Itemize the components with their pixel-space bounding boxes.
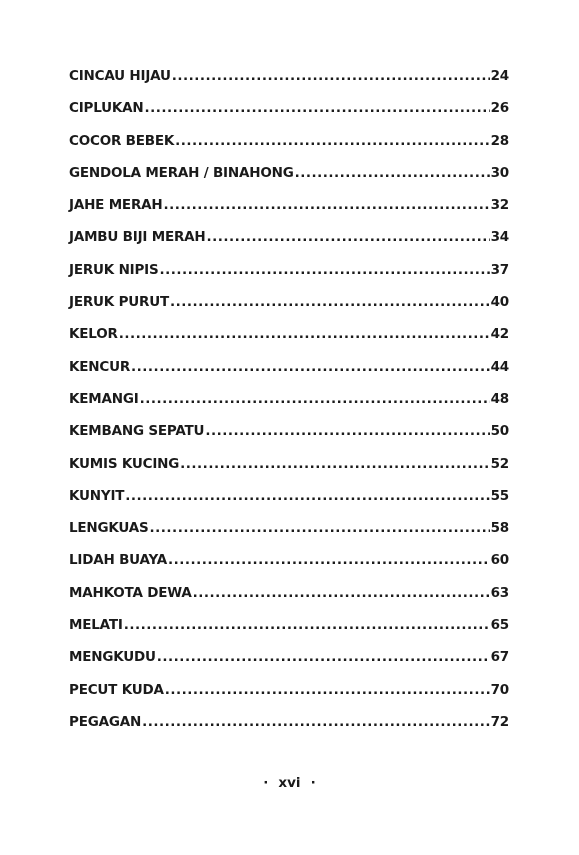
toc-entry-title: KEMBANG SEPATU (69, 423, 205, 440)
toc-entry-title: JERUK PURUT (69, 294, 169, 311)
toc-entry (69, 391, 509, 423)
page-footer (0, 775, 579, 791)
toc-entry-page: 67 (490, 649, 509, 666)
toc-dot-leader (165, 682, 490, 698)
toc-entry-title: KUMIS KUCING (69, 455, 180, 472)
toc-entry-page: 65 (490, 617, 509, 634)
toc-entry (69, 229, 509, 261)
toc-entry-page: 42 (490, 326, 509, 343)
toc-entry (69, 165, 509, 197)
toc-dot-leader (164, 197, 490, 213)
toc-dot-leader (180, 456, 489, 472)
toc-dot-leader (207, 229, 490, 245)
toc-entry (69, 682, 509, 714)
toc-dot-leader (170, 294, 490, 310)
toc-entry-title: PECUT KUDA (69, 681, 164, 698)
toc-dot-leader (140, 391, 490, 407)
toc-dot-leader (131, 359, 490, 375)
toc-entry (69, 520, 509, 552)
toc-entry-title: CINCAU HIJAU (69, 68, 171, 84)
toc-entry-title: GENDOLA MERAH / BINAHONG (69, 164, 294, 181)
toc-entry-title: KELOR (69, 326, 118, 343)
toc-entry-title: JERUK NIPIS (69, 261, 159, 278)
toc-dot-leader (168, 552, 490, 568)
toc-entry-page: 40 (490, 294, 509, 311)
toc-dot-leader (295, 165, 490, 181)
toc-entry (69, 714, 509, 746)
toc-entry-page: 30 (490, 164, 509, 181)
toc-dot-leader (119, 326, 490, 342)
toc-entry (69, 617, 509, 649)
toc-entry-page: 55 (490, 487, 509, 504)
toc-entry-title: KEMANGI (69, 390, 139, 407)
toc-entry-page: 70 (490, 681, 509, 698)
toc-entry (69, 552, 509, 584)
toc-entry-page: 32 (490, 197, 509, 214)
table-of-contents (69, 68, 509, 746)
toc-entry-page: 58 (490, 520, 509, 537)
toc-dot-leader (124, 617, 490, 633)
footer-separator-left: · (263, 775, 269, 791)
toc-entry (69, 488, 509, 520)
toc-dot-leader (142, 714, 490, 730)
toc-entry-page: 52 (490, 455, 509, 472)
toc-dot-leader (175, 133, 489, 149)
toc-entry-title: PEGAGAN (69, 713, 142, 730)
toc-entry (69, 326, 509, 358)
toc-entry (69, 585, 509, 617)
toc-entry-title: MENGKUDU (69, 649, 156, 666)
toc-dot-leader (193, 585, 490, 601)
toc-entry (69, 359, 509, 391)
toc-entry (69, 262, 509, 294)
toc-entry-title: CIPLUKAN (69, 100, 144, 117)
toc-entry-title: KUNYIT (69, 487, 125, 504)
toc-dot-leader (145, 100, 490, 116)
toc-entry-page: 24 (490, 68, 509, 84)
toc-entry-title: KENCUR (69, 358, 131, 375)
toc-entry-page: 44 (490, 358, 509, 375)
toc-entry-title: MAHKOTA DEWA (69, 584, 192, 601)
toc-entry (69, 100, 509, 132)
toc-entry-page: 48 (490, 390, 509, 407)
toc-entry-page: 37 (490, 261, 509, 278)
toc-dot-leader (125, 488, 489, 504)
toc-entry (69, 68, 509, 100)
toc-dot-leader (150, 520, 490, 536)
toc-entry-page: 60 (490, 552, 509, 569)
toc-entry-title: LIDAH BUAYA (69, 552, 168, 569)
toc-entry-title: JAHE MERAH (69, 197, 163, 214)
footer-separator-right: · (310, 775, 316, 791)
page-number: xvi (278, 775, 301, 791)
toc-entry-page: 72 (490, 713, 509, 730)
toc-entry (69, 133, 509, 165)
toc-entry-title: JAMBU BIJI MERAH (69, 229, 206, 246)
toc-entry (69, 456, 509, 488)
toc-entry (69, 294, 509, 326)
toc-dot-leader (205, 423, 489, 439)
toc-entry-page: 50 (490, 423, 509, 440)
toc-entry-title: MELATI (69, 617, 123, 634)
toc-entry-page: 26 (490, 100, 509, 117)
toc-entry (69, 649, 509, 681)
toc-entry-page: 34 (490, 229, 509, 246)
toc-entry (69, 423, 509, 455)
toc-dot-leader (157, 649, 490, 665)
toc-entry (69, 197, 509, 229)
toc-entry-page: 28 (490, 132, 509, 149)
toc-entry-title: COCOR BEBEK (69, 132, 175, 149)
toc-entry-page: 63 (490, 584, 509, 601)
toc-entry-title: LENGKUAS (69, 520, 149, 537)
toc-dot-leader (160, 262, 490, 278)
toc-dot-leader (172, 68, 490, 84)
